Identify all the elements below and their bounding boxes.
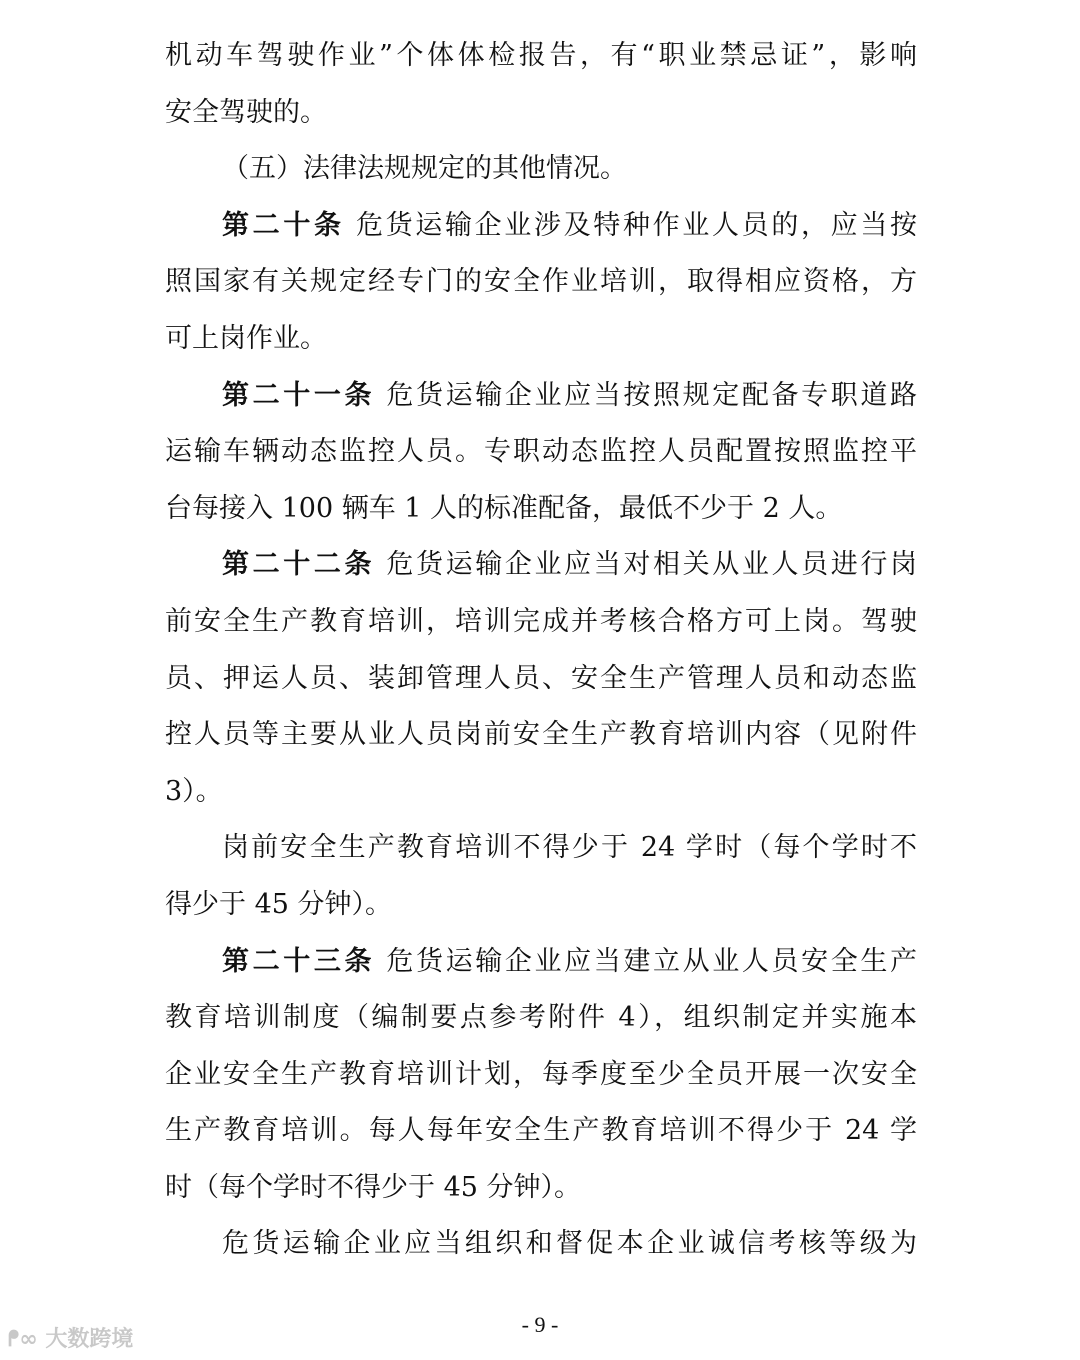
line-text: 企业安全生产教育培训计划，每季度至少全员开展一次安全 [165,1058,917,1090]
watermark-logo [8,1322,133,1353]
line-text: 前安全生产教育培训，培训完成并考核合格方可上岗。驾驶 [165,605,917,637]
line-text: 教育培训制度（编制要点参考附件 4），组织制定并实施本 [165,1002,917,1034]
text-line [165,487,917,544]
line-text: 生产教育培训。每人每年安全生产教育培训不得少于 24 学 [165,1115,917,1147]
text-line [165,543,917,600]
text-line [165,1053,917,1110]
text-line [165,600,917,657]
article-heading: 第二十二条 [222,549,376,581]
line-text: 得少于 45 分钟）。 [165,888,393,920]
text-line [165,883,917,940]
text-line [165,34,917,91]
line-text: 危货运输企业应当建立从业人员安全生产 [375,945,917,977]
line-text: 控人员等主要从业人员岗前安全生产教育培训内容（见附件 [165,719,917,751]
text-line [165,374,917,431]
line-text: 危货运输企业应当组织和督促本企业诚信考核等级为 [222,1228,917,1260]
text-line [165,713,917,770]
line-text: 时（每个学时不得少于 45 分钟）。 [165,1171,582,1203]
line-text: 机动车驾驶作业”个体体检报告，有“职业禁忌证”，影响 [165,40,917,71]
text-line [165,1109,917,1166]
text-line [165,940,917,997]
article-heading: 第二十三条 [222,945,376,977]
text-line [165,996,917,1053]
document-body [165,34,917,1279]
text-line [165,770,917,827]
line-text: 照国家有关规定经专门的安全作业培训，取得相应资格，方 [165,266,917,298]
text-line [165,430,917,487]
text-line [165,147,917,204]
line-text: 危货运输企业应当对相关从业人员进行岗 [375,549,917,581]
line-text: 危货运输企业应当按照规定配备专职道路 [375,379,917,411]
line-text: （五）法律法规规定的其他情况。 [222,153,627,185]
text-line [165,317,917,374]
text-line [165,260,917,317]
line-text: 运输车辆动态监控人员。专职动态监控人员配置按照监控平 [165,436,917,468]
watermark-text: 大数跨境 [45,1327,134,1352]
article-heading: 第二十一条 [222,379,376,411]
line-text: 3）。 [165,775,223,807]
text-line [165,1222,917,1279]
line-text: 岗前安全生产教育培训不得少于 24 学时（每个学时不 [222,832,917,864]
line-text: 台每接入 100 辆车 1 人的标准配备，最低不少于 2 人。 [165,492,843,524]
page-number: - 9 - [521,1312,559,1337]
text-line [165,91,917,148]
line-text: 安全驾驶的。 [165,96,327,128]
watermark-icon: ᖰ∞ [8,1327,46,1352]
text-line [165,657,917,714]
article-heading: 第二十条 [222,209,345,241]
line-text: 危货运输企业涉及特种作业人员的，应当按 [344,209,917,241]
text-line [165,1166,917,1223]
text-line [165,826,917,883]
line-text: 员、押运人员、装卸管理人员、安全生产管理人员和动态监 [165,662,917,694]
line-text: 可上岗作业。 [165,322,327,354]
text-line [165,204,917,261]
